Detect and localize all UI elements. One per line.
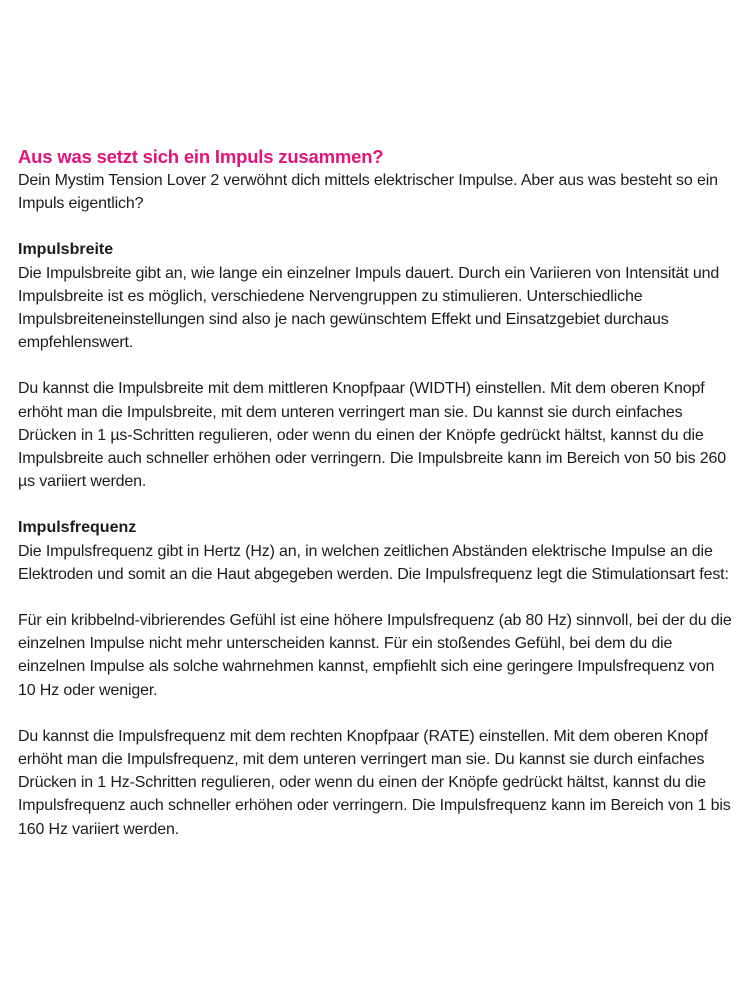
intro-paragraph: Dein Mystim Tension Lover 2 verwöhnt dich mittels elektrischer Impulse. Aber aus was besteht so ein Impuls eigentlich? [18, 172, 718, 213]
impulsfrequenz-paragraph-2: Für ein kribbelnd-vibrierendes Gefühl ist eine höhere Impulsfrequenz (ab 80 Hz) sinnvoll, bei der du die einzelnen Impulse nicht mehr unterscheiden kannst. Für ein stoßendes Gefühl, bei dem du die einzelnen Impulse als solche wahrnehmen kannst, empfiehlt sich eine geringere Impulsfrequenz von 10 Hz oder weniger. [18, 612, 732, 699]
section-heading-impulsbreite: Impulsbreite [18, 241, 114, 259]
impulsbreite-paragraph-2: Du kannst die Impulsbreite mit dem mittleren Knopfpaar (WIDTH) einstellen. Mit dem oberen Knopf erhöht man die Impulsbreite, mit dem unteren verringert man sie. Du kannst sie durch einfaches Drücken in 1 µs-Schritten regulieren, oder wenn du einen der Knöpfe gedrückt hältst, kannst du die Impulsbreite auch schneller erhöhen oder verringern. Die Impulsbreite kann im Bereich von 50 bis 260 µs variiert werden. [18, 380, 727, 491]
spacer [18, 702, 734, 725]
impulsbreite-paragraph-1: Die Impulsbreite gibt an, wie lange ein einzelner Impuls dauert. Durch ein Variieren von Intensität und Impulsbreite ist es möglich, verschiedene Nervengruppen zu stimulieren. Unterschiedliche Impulsbreiteneinstellungen sind also je nach gewünschtem Effekt und Einsatzgebiet durchaus empfehlenswert. [18, 264, 720, 352]
impulsfrequenz-paragraph-1: Die Impulsfrequenz gibt in Hertz (Hz) an, in welchen zeitlichen Abständen elektrische Impulse an die Elektroden und somit an die Haut abgegeben werden. Die Impulsfrequenz legt die Stimulationsart fest: [18, 542, 729, 583]
spacer [18, 354, 734, 377]
section-heading-impulsfrequenz: Impulsfrequenz [18, 519, 137, 537]
impulsfrequenz-paragraph-3: Du kannst die Impulsfrequenz mit dem rechten Knopfpaar (RATE) einstellen. Mit dem oberen Knopf erhöht man die Impulsfrequenz, mit dem unteren verringert man sie. Du kannst sie durch einfaches Drücken in 1 Hz-Schritten regulieren, oder wenn du einen der Knöpfe gedrückt hältst, kannst du die Impulsfrequenz auch schneller erhöhen oder verringern. Die Impulsfrequenz kann im Bereich von 1 bis 160 Hz variiert werden. [18, 727, 731, 838]
document-body [18, 145, 734, 841]
page-title: Aus was setzt sich ein Impuls zusammen? [18, 146, 384, 167]
spacer [18, 215, 734, 238]
spacer [18, 586, 734, 609]
spacer [18, 493, 734, 516]
